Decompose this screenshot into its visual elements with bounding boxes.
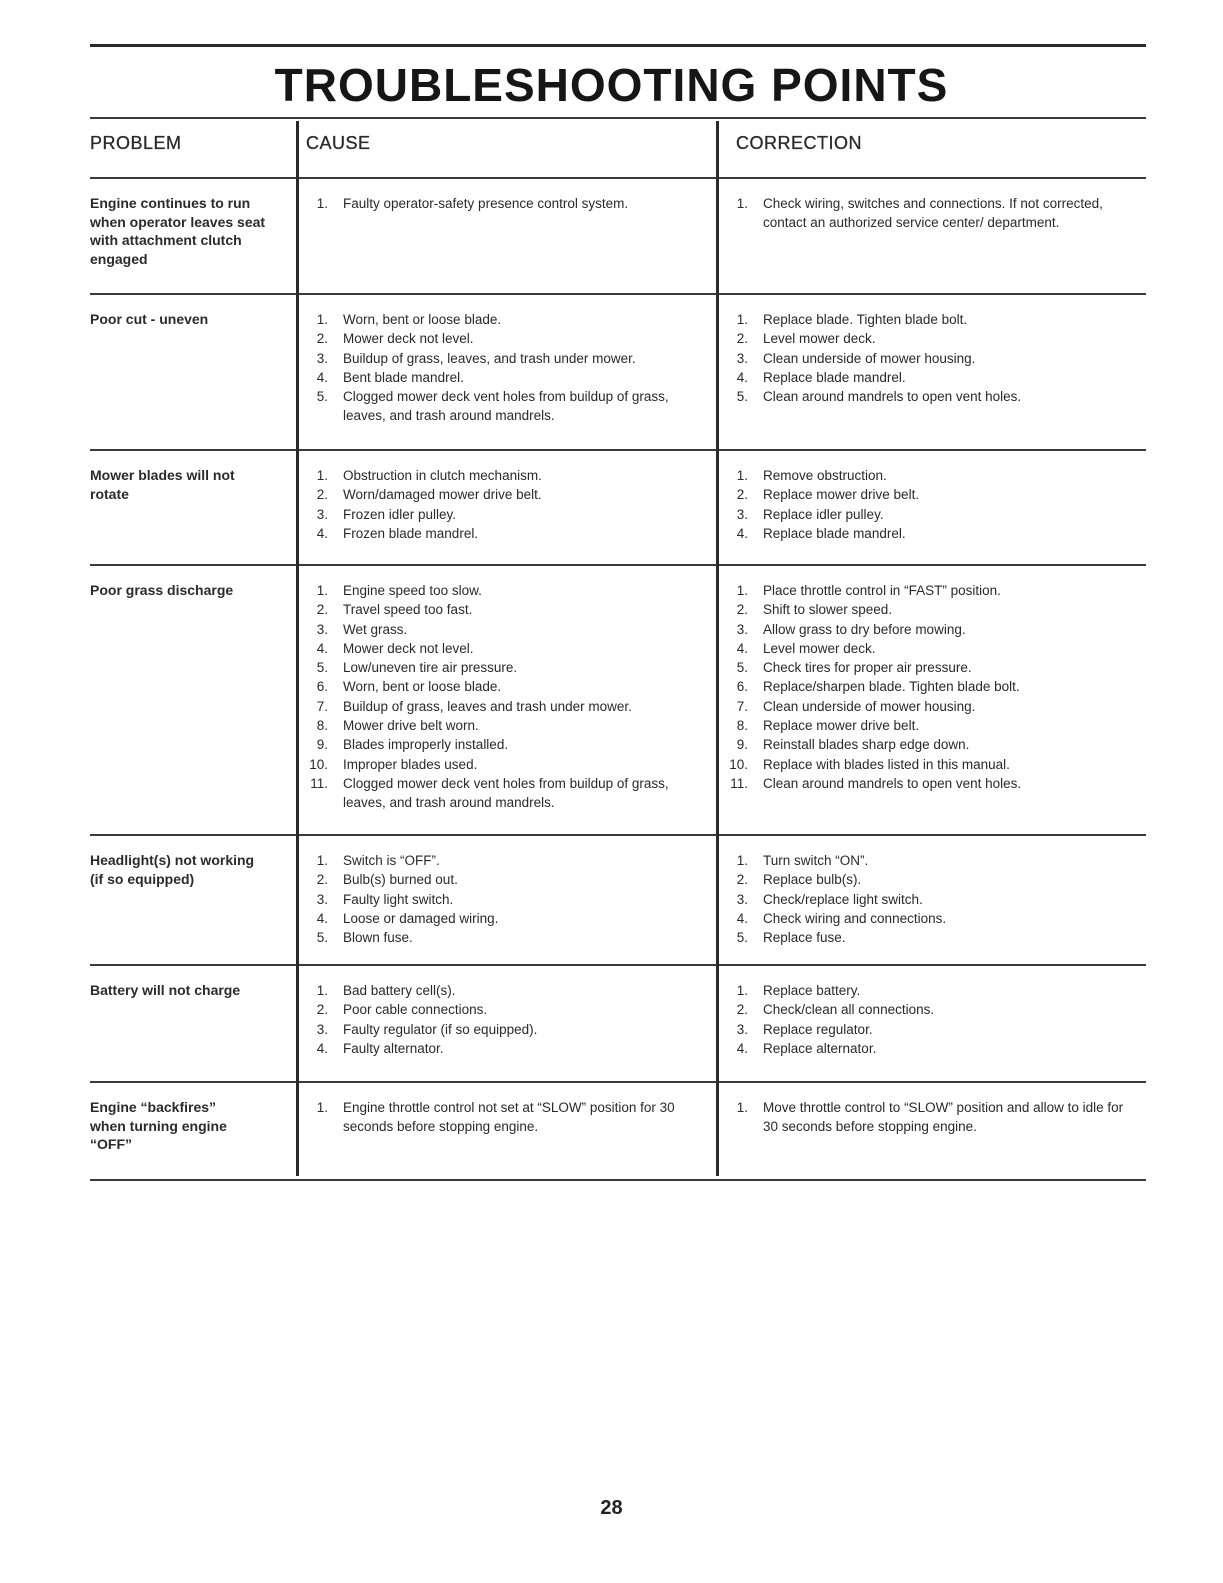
- table-row: [90, 451, 1146, 564]
- title-rule: [90, 117, 1146, 119]
- item-text: Blades improperly installed.: [343, 737, 509, 753]
- item-number: 9.: [316, 737, 328, 753]
- item-number: 6.: [736, 679, 748, 695]
- correction-item: [726, 524, 1136, 543]
- item-text: Mower deck not level.: [343, 640, 474, 656]
- cause-list: [306, 851, 706, 947]
- item-text: Low/uneven tire air pressure.: [343, 660, 518, 676]
- problem-cell: [90, 1098, 294, 1154]
- cause-item: [306, 658, 706, 677]
- item-number: 1.: [316, 196, 328, 211]
- item-text: Faulty light switch.: [343, 891, 454, 907]
- item-text: Remove obstruction.: [763, 468, 887, 483]
- item-number: 1.: [316, 312, 328, 327]
- item-text: Bent blade mandrel.: [343, 369, 464, 385]
- top-rule: [90, 44, 1146, 47]
- correction-item: [726, 774, 1136, 793]
- item-text: Replace fuse.: [763, 930, 846, 946]
- correction-item: [726, 716, 1136, 735]
- table-row: [90, 966, 1146, 1081]
- item-text: Loose or damaged wiring.: [343, 910, 499, 926]
- item-number: 4.: [316, 525, 328, 541]
- cause-item: [306, 524, 706, 543]
- item-number: 11.: [730, 775, 748, 791]
- cause-item: [306, 194, 706, 213]
- correction-item: [726, 387, 1136, 406]
- problem-cell: [90, 851, 294, 888]
- correction-item: [726, 1000, 1136, 1019]
- problem-line: “OFF”: [90, 1136, 132, 1152]
- item-text: Level mower deck.: [763, 331, 876, 347]
- cause-list: [306, 310, 706, 426]
- item-number: 4.: [736, 369, 748, 385]
- item-text: Frozen idler pulley.: [343, 506, 457, 522]
- item-text: Check wiring and connections.: [763, 910, 947, 926]
- problem-line: Engine continues to run: [90, 195, 251, 211]
- item-number: 5.: [316, 660, 328, 676]
- item-number: 5.: [736, 930, 748, 946]
- cause-list: [306, 1098, 706, 1137]
- correction-item: [726, 329, 1136, 348]
- item-number: 3.: [316, 1021, 328, 1037]
- table-row: [90, 179, 1146, 293]
- correction-list: [726, 981, 1136, 1058]
- item-number: 3.: [736, 891, 748, 907]
- problem-line: Poor cut - uneven: [90, 311, 209, 327]
- item-text: Blown fuse.: [343, 930, 413, 946]
- item-text: Place throttle control in “FAST” position.: [763, 583, 1001, 598]
- item-text: Replace/sharpen blade. Tighten blade bolt.: [763, 679, 1020, 695]
- item-number: 2.: [316, 872, 328, 888]
- item-text: Obstruction in clutch mechanism.: [343, 468, 542, 483]
- item-text: Worn/damaged mower drive belt.: [343, 487, 542, 503]
- item-text: Replace alternator.: [763, 1040, 877, 1056]
- item-text: Bad battery cell(s).: [343, 983, 456, 998]
- item-number: 6.: [316, 679, 328, 695]
- problem-line: engaged: [90, 250, 148, 267]
- correction-item: [726, 1039, 1136, 1058]
- item-number: 3.: [736, 350, 748, 366]
- cause-item: [306, 466, 706, 485]
- correction-item: [726, 697, 1136, 716]
- item-text: Replace battery.: [763, 983, 861, 998]
- cause-item: [306, 870, 706, 889]
- cause-item: [306, 349, 706, 368]
- correction-item: [726, 870, 1136, 889]
- correction-item: [726, 1020, 1136, 1039]
- item-number: 1.: [736, 853, 748, 868]
- item-text: Replace mower drive belt.: [763, 487, 920, 503]
- item-text: Wet grass.: [343, 621, 408, 637]
- item-text: Replace blade mandrel.: [763, 525, 906, 541]
- item-number: 5.: [316, 930, 328, 946]
- item-text: Replace blade mandrel.: [763, 369, 906, 385]
- cause-item: [306, 697, 706, 716]
- cause-item: [306, 890, 706, 909]
- item-text: Mower drive belt worn.: [343, 718, 479, 734]
- item-text: Replace blade. Tighten blade bolt.: [763, 312, 968, 327]
- cause-list: [306, 194, 706, 213]
- cause-list: [306, 466, 706, 543]
- item-number: 1.: [736, 468, 748, 483]
- cause-item: [306, 851, 706, 870]
- correction-item: [726, 981, 1136, 1000]
- row-divider: [90, 1179, 1146, 1181]
- item-number: 4.: [316, 1040, 328, 1056]
- item-number: 2.: [316, 331, 328, 347]
- item-text: Faulty operator-safety presence control system.: [343, 196, 629, 211]
- table-header: [90, 121, 1146, 177]
- correction-list: [726, 466, 1136, 543]
- header-cause: CAUSE: [306, 133, 371, 153]
- cause-list: [306, 981, 706, 1058]
- cause-item: [306, 600, 706, 619]
- item-number: 4.: [316, 369, 328, 385]
- item-number: 8.: [736, 718, 748, 734]
- problem-cell: [90, 581, 294, 600]
- item-text: Check/clean all connections.: [763, 1002, 935, 1018]
- item-number: 3.: [316, 506, 328, 522]
- item-number: 4.: [736, 1040, 748, 1056]
- item-text: Replace regulator.: [763, 1021, 873, 1037]
- item-text: Travel speed too fast.: [343, 602, 473, 618]
- cause-item: [306, 774, 706, 813]
- problem-line: when operator leaves seat: [90, 213, 266, 230]
- item-number: 5.: [736, 389, 748, 405]
- item-text: Allow grass to dry before mowing.: [763, 621, 966, 637]
- correction-item: [726, 194, 1136, 233]
- table-row: [90, 1083, 1146, 1179]
- item-text: Poor cable connections.: [343, 1002, 488, 1018]
- problem-line: Headlight(s) not working: [90, 852, 255, 868]
- cause-item: [306, 1098, 706, 1137]
- item-number: 3.: [736, 506, 748, 522]
- header-correction: CORRECTION: [736, 133, 862, 153]
- item-text: Improper blades used.: [343, 756, 478, 772]
- correction-item: [726, 1098, 1136, 1137]
- item-number: 8.: [316, 718, 328, 734]
- item-text: Replace mower drive belt.: [763, 718, 920, 734]
- item-text: Worn, bent or loose blade.: [343, 679, 502, 695]
- correction-item: [726, 310, 1136, 329]
- cause-item: [306, 505, 706, 524]
- item-number: 2.: [316, 602, 328, 618]
- item-number: 3.: [316, 891, 328, 907]
- item-text: Replace bulb(s).: [763, 872, 862, 888]
- correction-item: [726, 909, 1136, 928]
- item-text: Shift to slower speed.: [763, 602, 893, 618]
- correction-item: [726, 485, 1136, 504]
- item-text: Check tires for proper air pressure.: [763, 660, 972, 676]
- cause-item: [306, 485, 706, 504]
- table-row: [90, 295, 1146, 449]
- problem-line: when turning engine: [90, 1117, 227, 1134]
- cause-item: [306, 677, 706, 696]
- table-body: [90, 179, 1146, 1181]
- cause-item: [306, 581, 706, 600]
- item-text: Clean around mandrels to open vent holes.: [763, 775, 1022, 791]
- item-number: 1.: [736, 583, 748, 598]
- cause-item: [306, 1000, 706, 1019]
- item-text: Frozen blade mandrel.: [343, 525, 479, 541]
- correction-item: [726, 581, 1136, 600]
- problem-line: Poor grass discharge: [90, 582, 234, 598]
- item-text: Faulty alternator.: [343, 1040, 444, 1056]
- cause-item: [306, 310, 706, 329]
- cause-item: [306, 329, 706, 348]
- correction-item: [726, 755, 1136, 774]
- correction-list: [726, 194, 1136, 233]
- item-number: 4.: [736, 525, 748, 541]
- correction-item: [726, 851, 1136, 870]
- item-number: 7.: [316, 698, 328, 714]
- item-text: Move throttle control to “SLOW” position and allow to idle for 30 seconds before stopping engine.: [763, 1100, 1124, 1135]
- correction-list: [726, 851, 1136, 947]
- correction-item: [726, 890, 1136, 909]
- item-text: Clean around mandrels to open vent holes.: [763, 389, 1022, 405]
- item-number: 1.: [316, 468, 328, 483]
- cause-item: [306, 1020, 706, 1039]
- problem-line: Battery will not charge: [90, 982, 241, 998]
- item-number: 4.: [316, 910, 328, 926]
- correction-item: [726, 368, 1136, 387]
- correction-item: [726, 928, 1136, 947]
- item-text: Engine speed too slow.: [343, 583, 482, 598]
- item-number: 1.: [736, 196, 748, 211]
- item-number: 1.: [316, 853, 328, 868]
- item-number: 1.: [736, 1100, 748, 1115]
- cause-list: [306, 581, 706, 813]
- cause-item: [306, 981, 706, 1000]
- problem-cell: [90, 310, 294, 329]
- item-number: 10.: [309, 756, 328, 772]
- item-number: 2.: [316, 487, 328, 503]
- table-row: [90, 836, 1146, 964]
- correction-item: [726, 466, 1136, 485]
- problem-line: Mower blades will not: [90, 467, 235, 483]
- item-text: Engine throttle control not set at “SLOW” position for 30 seconds before stopping engine.: [343, 1100, 675, 1135]
- table-row: [90, 566, 1146, 834]
- item-number: 9.: [736, 737, 748, 753]
- item-number: 1.: [736, 983, 748, 998]
- item-number: 5.: [316, 389, 328, 405]
- page-number: 28: [600, 1497, 623, 1519]
- correction-list: [726, 310, 1136, 406]
- item-number: 2.: [736, 1002, 748, 1018]
- item-number: 1.: [316, 983, 328, 998]
- item-text: Reinstall blades sharp edge down.: [763, 737, 970, 753]
- item-number: 1.: [736, 312, 748, 327]
- item-text: Bulb(s) burned out.: [343, 872, 458, 888]
- item-text: Buildup of grass, leaves, and trash under mower.: [343, 350, 636, 366]
- correction-item: [726, 735, 1136, 754]
- correction-item: [726, 620, 1136, 639]
- correction-item: [726, 677, 1136, 696]
- page-title: TROUBLESHOOTING POINTS: [274, 59, 949, 111]
- item-number: 4.: [736, 640, 748, 656]
- cause-item: [306, 368, 706, 387]
- problem-cell: [90, 194, 294, 268]
- correction-list: [726, 581, 1136, 793]
- cause-item: [306, 620, 706, 639]
- correction-item: [726, 600, 1136, 619]
- item-number: 7.: [736, 698, 748, 714]
- problem-line: (if so equipped): [90, 870, 195, 887]
- item-number: 2.: [316, 1002, 328, 1018]
- correction-list: [726, 1098, 1136, 1137]
- correction-item: [726, 349, 1136, 368]
- item-text: Switch is “OFF”.: [343, 853, 440, 868]
- item-number: 3.: [736, 621, 748, 637]
- item-text: Level mower deck.: [763, 640, 876, 656]
- item-text: Turn switch “ON”.: [763, 853, 869, 868]
- problem-cell: [90, 981, 294, 1000]
- item-number: 2.: [736, 872, 748, 888]
- item-text: Buildup of grass, leaves and trash under mower.: [343, 698, 632, 714]
- item-text: Worn, bent or loose blade.: [343, 312, 502, 327]
- item-number: 3.: [316, 621, 328, 637]
- item-text: Faulty regulator (if so equipped).: [343, 1021, 538, 1037]
- item-text: Clogged mower deck vent holes from buildup of grass, leaves, and trash around mandrels.: [343, 775, 669, 811]
- item-text: Replace idler pulley.: [763, 506, 884, 522]
- correction-item: [726, 658, 1136, 677]
- cause-item: [306, 909, 706, 928]
- cause-item: [306, 639, 706, 658]
- problem-cell: [90, 466, 294, 503]
- item-text: Replace with blades listed in this manual.: [763, 756, 1010, 772]
- cause-item: [306, 1039, 706, 1058]
- item-text: Mower deck not level.: [343, 331, 474, 347]
- problem-line: Engine “backfires”: [90, 1099, 217, 1115]
- item-number: 2.: [736, 331, 748, 347]
- correction-item: [726, 505, 1136, 524]
- item-text: Check/replace light switch.: [763, 891, 923, 907]
- cause-item: [306, 928, 706, 947]
- item-text: Clean underside of mower housing.: [763, 698, 976, 714]
- item-number: 10.: [729, 756, 748, 772]
- problem-line: rotate: [90, 485, 129, 502]
- item-number: 4.: [316, 640, 328, 656]
- cause-item: [306, 755, 706, 774]
- item-text: Clogged mower deck vent holes from buildup of grass, leaves, and trash around mandrels.: [343, 389, 669, 424]
- item-number: 11.: [310, 775, 328, 791]
- item-number: 1.: [316, 1100, 328, 1115]
- item-number: 5.: [736, 660, 748, 676]
- item-number: 3.: [316, 350, 328, 366]
- problem-line: with attachment clutch: [90, 232, 242, 248]
- correction-item: [726, 639, 1136, 658]
- header-problem: PROBLEM: [90, 133, 182, 153]
- item-number: 4.: [736, 910, 748, 926]
- cause-item: [306, 716, 706, 735]
- item-number: 3.: [736, 1021, 748, 1037]
- item-text: Check wiring, switches and connections. If not corrected, contact an authorized service center/ department.: [763, 196, 1103, 231]
- item-number: 1.: [316, 583, 328, 598]
- troubleshooting-table: [90, 121, 1146, 1181]
- item-number: 2.: [736, 487, 748, 503]
- item-text: Clean underside of mower housing.: [763, 350, 976, 366]
- item-number: 2.: [736, 602, 748, 618]
- cause-item: [306, 387, 706, 426]
- cause-item: [306, 735, 706, 754]
